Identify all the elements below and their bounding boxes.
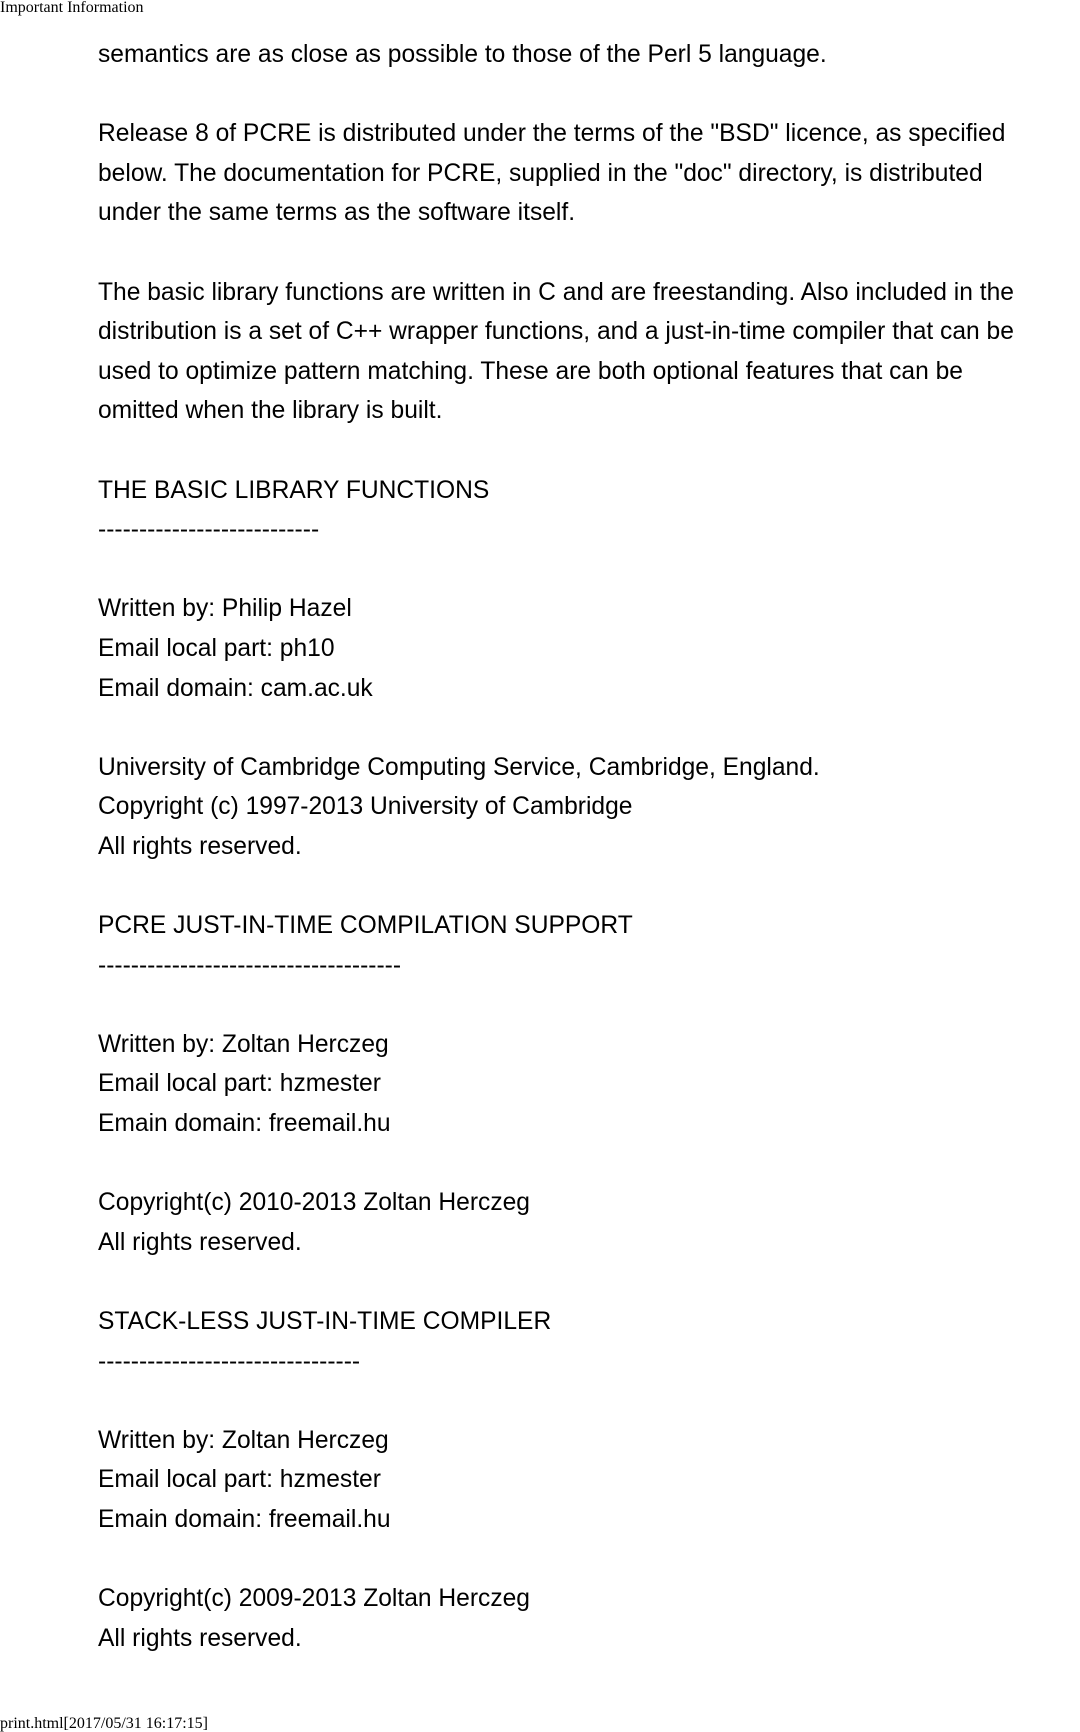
text-line: Emain domain: freemail.hu — [98, 1505, 391, 1533]
blank-line — [98, 550, 1080, 590]
text-line: Written by: Zoltan Herczeg — [98, 1426, 389, 1454]
section-heading: PCRE JUST-IN-TIME COMPILATION SUPPORT — [98, 912, 633, 940]
section-heading: STACK-LESS JUST-IN-TIME COMPILER — [98, 1308, 552, 1335]
document-body — [98, 35, 1080, 1658]
text-line: All rights reserved. — [98, 832, 302, 860]
text-line: Email local part: ph10 — [98, 634, 335, 662]
blank-line — [98, 866, 1080, 906]
section-underline: -------------------------------- — [98, 1347, 361, 1375]
text-line: Emain domain: freemail.hu — [98, 1110, 391, 1138]
text-line: Written by: Philip Hazel — [98, 595, 352, 623]
text-line: distribution is a set of C++ wrapper functions, and a just-in-time compiler that can be — [98, 318, 1014, 346]
text-line: Release 8 of PCRE is distributed under the terms of the "BSD" licence, as specified — [98, 120, 1006, 148]
blank-line — [98, 985, 1080, 1025]
section-heading: THE BASIC LIBRARY FUNCTIONS — [98, 476, 490, 504]
text-line: University of Cambridge Computing Service, Cambridge, England. — [98, 753, 820, 781]
blank-line — [98, 1262, 1080, 1302]
text-line: Email local part: hzmester — [98, 1466, 381, 1494]
text-line: below. The documentation for PCRE, supplied in the "doc" directory, is distributed — [98, 159, 983, 187]
page-footer-source: print.html[2017/05/31 16:17:15] — [0, 1715, 208, 1732]
text-line: omitted when the library is built. — [98, 397, 443, 425]
text-line: All rights reserved. — [98, 1228, 302, 1256]
text-line: All rights reserved. — [98, 1624, 302, 1652]
page-header-title: Important Information — [0, 0, 144, 16]
text-line: Copyright (c) 1997-2013 University of Cambridge — [98, 793, 633, 821]
blank-line — [98, 1144, 1080, 1184]
text-line: Written by: Zoltan Herczeg — [98, 1030, 389, 1058]
text-line: Email domain: cam.ac.uk — [98, 674, 373, 702]
section-underline: --------------------------- — [98, 516, 320, 544]
section-underline: ------------------------------------- — [98, 951, 402, 979]
text-line: semantics are as close as possible to those of the Perl 5 language. — [98, 41, 827, 68]
text-line: Copyright(c) 2009-2013 Zoltan Herczeg — [98, 1585, 530, 1613]
blank-line — [98, 1540, 1080, 1580]
text-line: Copyright(c) 2010-2013 Zoltan Herczeg — [98, 1189, 530, 1217]
blank-line — [98, 431, 1080, 471]
text-line: used to optimize pattern matching. These are both optional features that can be — [98, 357, 963, 385]
text-line: under the same terms as the software itself. — [98, 199, 576, 227]
blank-line — [98, 75, 1080, 115]
text-line: Email local part: hzmester — [98, 1070, 381, 1098]
blank-line — [98, 708, 1080, 748]
text-line: The basic library functions are written in C and are freestanding. Also included in the — [98, 278, 1014, 306]
blank-line — [98, 233, 1080, 273]
blank-line — [98, 1381, 1080, 1421]
